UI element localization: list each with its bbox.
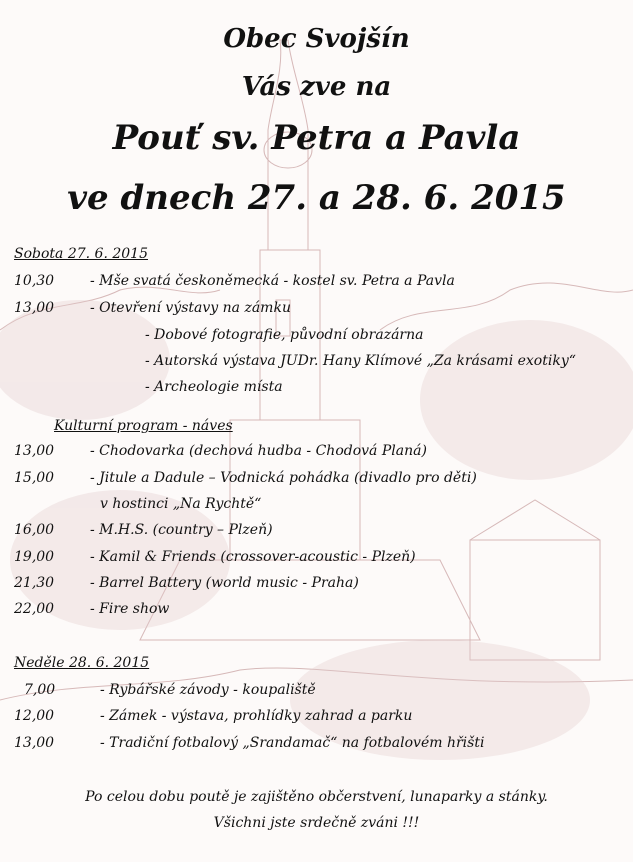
- schedule-text: - Rybářské závody - koupaliště: [100, 682, 316, 698]
- schedule-text: - Chodovarka (dechová hudba - Chodová Planá): [90, 443, 427, 459]
- schedule-text: - Fire show: [90, 601, 170, 617]
- schedule-text: - M.H.S. (country – Plzeň): [90, 522, 273, 538]
- saturday-heading: Sobota 27. 6. 2015: [14, 246, 148, 262]
- schedule-time: 12,00: [14, 708, 55, 724]
- refreshments-note: Po celou dobu poutě je zajištěno občerstvení, lunaparky a stánky.: [85, 789, 548, 805]
- schedule-time: 15,00: [14, 470, 55, 486]
- schedule-time: 13,00: [14, 300, 55, 316]
- schedule-text: - Jitule a Dadule – Vodnická pohádka (divadlo pro děti): [90, 470, 477, 486]
- exhibition-subitem: - Archeologie místa: [145, 379, 283, 395]
- exhibition-subitem: - Autorská výstava JUDr. Hany Klímové „Za krásami exotiky“: [145, 353, 576, 369]
- exhibition-subitem: - Dobové fotografie, původní obrazárna: [145, 327, 424, 343]
- schedule-time: 22,00: [14, 601, 55, 617]
- culture-heading: Kulturní program - náves: [54, 418, 233, 434]
- schedule-time: 16,00: [14, 522, 55, 538]
- schedule-time: 13,00: [14, 443, 55, 459]
- schedule-text: - Barrel Battery (world music - Praha): [90, 575, 359, 591]
- sunday-heading: Neděle 28. 6. 2015: [14, 655, 150, 671]
- invites-line: Vás zve na: [241, 72, 392, 102]
- event-dates: ve dnech 27. a 28. 6. 2015: [67, 178, 566, 218]
- schedule-time: 10,30: [14, 273, 55, 289]
- schedule-text: v hostinci „Na Rychtě“: [100, 496, 262, 512]
- schedule-text: - Mše svatá českoněmecká - kostel sv. Petra a Pavla: [90, 273, 455, 289]
- schedule-time: 13,00: [14, 735, 55, 751]
- schedule-time: 7,00: [24, 682, 56, 698]
- schedule-time: 19,00: [14, 549, 55, 565]
- schedule-text: - Otevření výstavy na zámku: [90, 300, 291, 316]
- schedule-time: 21,30: [14, 575, 55, 591]
- schedule-text: - Tradiční fotbalový „Srandamač“ na fotbalovém hřišti: [100, 735, 485, 751]
- village-name: Obec Svojšín: [223, 24, 410, 54]
- event-title: Pouť sv. Petra a Pavla: [112, 118, 521, 158]
- schedule-text: - Zámek - výstava, prohlídky zahrad a parku: [100, 708, 413, 724]
- schedule-text: - Kamil & Friends (crossover-acoustic - Plzeň): [90, 549, 416, 565]
- welcome-note: Všichni jste srdečně zváni !!!: [213, 815, 420, 831]
